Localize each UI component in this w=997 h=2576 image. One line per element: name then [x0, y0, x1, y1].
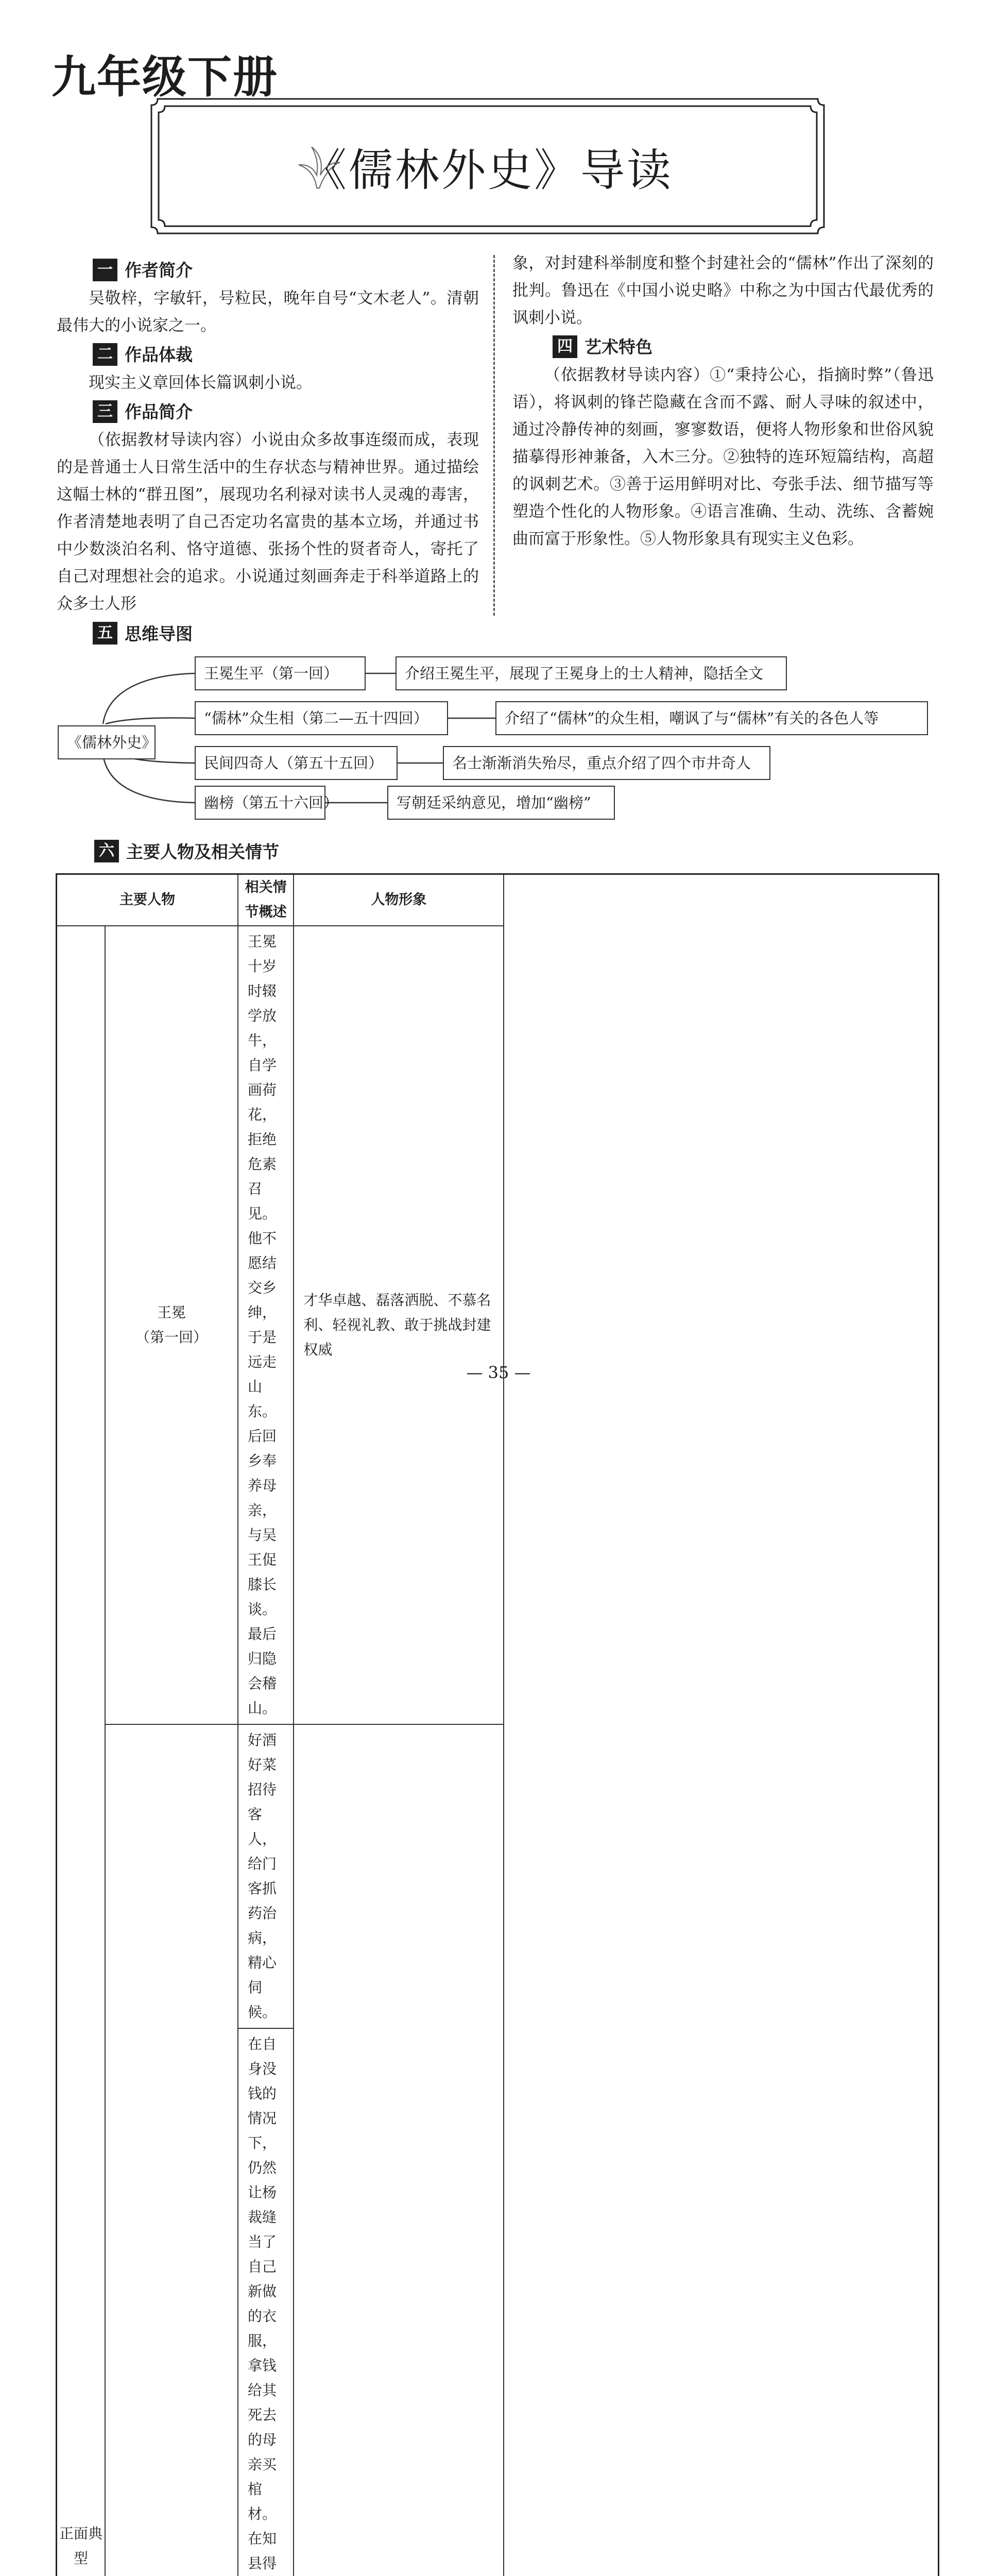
art-text: （依据教材导读内容）①“秉持公心，指摘时弊”（鲁迅语），将讽刺的锋芒隐藏在含而不露、耐人寻味的叙述中，通过冷静传神的刻画，寥寥数语，便将人物形象和世俗风貌描摹得形神兼备，入木三分。②独特的连环短篇结构，高超的讽刺艺术。③善于运用鲜明对比、夸张手法、细节描写等塑造个性化的人物形象。④语言准确、生动、洗练、含蓄婉曲而富于形象性。⑤人物形象具有现实主义色彩。: [512, 366, 934, 548]
table-row: [57, 926, 939, 1724]
section-number: 一: [93, 259, 117, 281]
category-positive: 正面典型: [57, 926, 106, 2576]
section-characters-head: [94, 839, 279, 863]
mindmap-branch-label: 民间四奇人（第五十五回）: [195, 746, 398, 780]
author-text: 吴敬梓，字敏轩，号粒民，晚年自号“文木老人”。清朝最伟大的小说家之一。: [57, 289, 479, 335]
grade-heading: 九年级下册: [51, 51, 278, 103]
table-header: 相关情节概述: [238, 874, 294, 926]
section-number: 六: [94, 840, 119, 862]
intro-text-continued: 象，对封建科举制度和整个封建社会的“儒林”作出了深刻的批判。鲁迅在《中国小说史略》中称之为中国古代最优秀的讽刺小说。: [512, 254, 934, 327]
character-name-cell: [105, 926, 238, 1724]
table-header: 人物形象: [294, 874, 504, 926]
section-title: 作品简介: [125, 401, 193, 422]
section-title: 作者简介: [125, 260, 193, 280]
table-row: [57, 1724, 939, 2028]
section-number: 三: [93, 400, 117, 423]
mindmap-branch-desc: 名士渐渐消失殆尽，重点介绍了四个市井奇人: [443, 746, 770, 780]
plot-line: 在自身没钱的情况下，仍然让杨裁缝当了自己新做的衣服，拿钱给其死去的母亲买棺材。: [248, 2036, 277, 2522]
character-chapter: （第一回）: [135, 1329, 208, 1346]
plot-line: 在知县得: [248, 2530, 277, 2572]
section-title: 艺术特色: [585, 336, 652, 357]
character-name-cell: [105, 1724, 238, 2576]
image-cell: [294, 1724, 504, 2576]
mindmap-branch-label: “儒林”众生相（第二—五十四回）: [195, 701, 448, 735]
image-cell: 才华卓越、磊落洒脱、不慕名利、轻视礼教、敢于挑战封建权威: [294, 926, 504, 1724]
section-number: 四: [553, 335, 577, 358]
table-header: 主要人物: [57, 874, 238, 926]
character-name: 王冕: [157, 1304, 186, 1321]
plot-cell: [238, 2028, 294, 2576]
page-number: — 35 —: [466, 1363, 531, 1382]
intro-text: （依据教材导读内容）小说由众多故事连缀而成，表现的是普通士人日常生活中的生存状态与精神世界。通过描绘这幅士林的“群丑图”，展现功名利禄对读书人灵魂的毒害，作者清楚地表明了自己否定功名富贵的基本立场，并通过书中少数淡泊名利、恪守道德、张扬个性的贤者奇人，寄托了自己对理想社会的追求。小说通过刻画奔走于科举道路上的众多士人形: [57, 431, 479, 613]
section-number: 五: [93, 622, 117, 645]
characters-table: [56, 873, 939, 2576]
mindmap-branch-label: 王冕生平（第一回）: [195, 656, 366, 690]
mindmap-branch-desc: 介绍了“儒林”的众生相，嘲讽了与“儒林”有关的各色人等: [495, 701, 928, 735]
mindmap-branch-desc: 介绍王冕生平，展现了王冕身上的士人精神，隐括全文: [396, 656, 787, 690]
section-title: 思维导图: [125, 624, 193, 644]
book-title: 《儒林外史》导读: [302, 144, 673, 196]
mindmap-root: 《儒林外史》: [58, 725, 156, 759]
mindmap-branch-label: 幽榜（第五十六回）: [195, 786, 325, 820]
section-number: 二: [93, 343, 117, 366]
plot-cell: 王冕十岁时辍学放牛，自学画荷花，拒绝危素召见。他不愿结交乡绅，于是远走山东。后回乡奉养母亲，与吴王促膝长谈。最后归隐会稽山。: [238, 926, 294, 1724]
section-title: 作品体裁: [125, 344, 193, 365]
table-header-row: [57, 874, 939, 926]
section-title: 主要人物及相关情节: [126, 842, 279, 862]
plot-cell: 好酒好菜招待客人，给门客抓药治病，精心伺候。: [238, 1724, 294, 2028]
genre-text: 现实主义章回体长篇讽刺小说。: [89, 374, 312, 392]
mindmap-branch-desc: 写朝廷采纳意见，增加“幽榜”: [387, 786, 615, 820]
